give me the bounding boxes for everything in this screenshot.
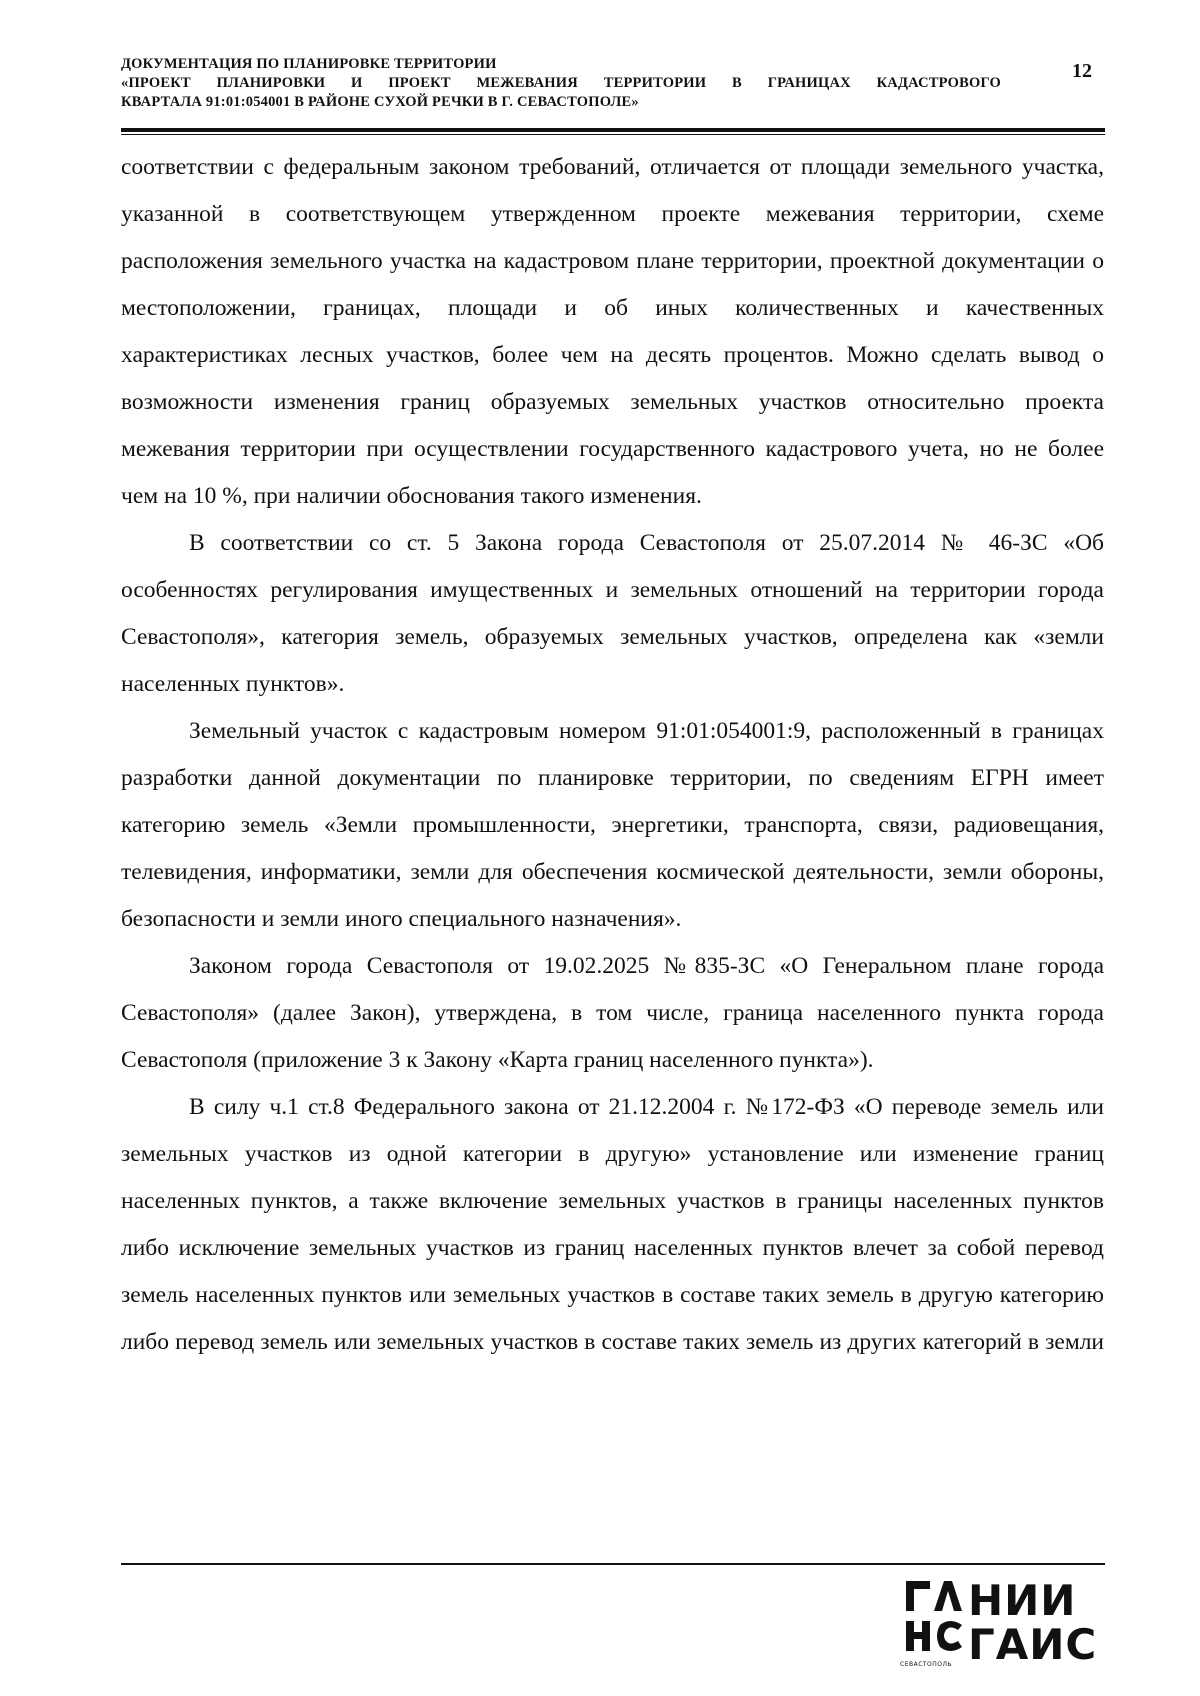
header-divider [121, 128, 1105, 135]
logo-mark-icon [900, 1575, 970, 1665]
paragraph: В силу ч.1 ст.8 Федерального закона от 21.12.2004 г. №172-ФЗ «О переводе земель или земельных участков из одной категории в другую» установление или изменение границ населенных пунктов, а также включение земельных участков в границы населенных пунктов либо исключение земельных участков из границ населенных пунктов влечет за собой перевод земель населенных пунктов или земельных участков в составе таких земель в другую категорию либо перевод земель или земельных участков в составе таких земель из других категорий в земли [121, 1094, 1104, 1355]
header-line-3: КВАРТАЛА 91:01:054001 В РАЙОНЕ СУХОЙ РЕЧКИ В Г. СЕВАСТОПОЛЕ» [121, 94, 639, 110]
footer-divider [121, 1563, 1105, 1565]
document-header [121, 55, 1021, 112]
document-body [121, 144, 1104, 1366]
nii-gais-logo [900, 1575, 1100, 1675]
logo-line-1: НИИ [968, 1576, 1077, 1625]
header-line-2: «ПРОЕКТ ПЛАНИРОВКИ И ПРОЕКТ МЕЖЕВАНИЯ ТЕРРИТОРИИ В ГРАНИЦАХ КАДАСТРОВОГО [121, 75, 1001, 91]
page-number: 12 [1072, 60, 1092, 82]
header-line-1: ДОКУМЕНТАЦИЯ ПО ПЛАНИРОВКЕ ТЕРРИТОРИИ [121, 56, 497, 72]
logo-wordmark [968, 1576, 1098, 1669]
paragraph: В соответствии со ст. 5 Закона города Севастополя от 25.07.2014 № 46-ЗС «Об особенностях регулирования имущественных и земельных отношений на территории города Севастополя», категория земель, образуемых земельных участков, определена как «земли населенных пунктов». [121, 530, 1104, 697]
paragraph: соответствии с федеральным законом требований, отличается от площади земельного участка, указанной в соответствующем утвержденном проекте межевания территории, схеме расположения земельного участка на кадастровом плане территории, проектной документации о местоположении, границах, площади и об иных количественных и качественных характеристиках лесных участков, более чем на десять процентов. Можно сделать вывод о возможности изменения границ образуемых земельных участков относительно проекта межевания территории при осуществлении государственного кадастрового учета, но не более чем на 10 %, при наличии обоснования такого изменения. [121, 154, 1104, 509]
paragraph: Законом города Севастополя от 19.02.2025 №835-ЗС «О Генеральном плане города Севастополя» (далее Закон), утверждена, в том числе, граница населенного пункта города Севастополя (приложение 3 к Закону «Карта границ населенного пункта»). [121, 953, 1104, 1073]
paragraph: Земельный участок с кадастровым номером 91:01:054001:9, расположенный в границах разработки данной документации по планировке территории, по сведениям ЕГРН имеет категорию земель «Земли промышленности, энергетики, транспорта, связи, радиовещания, телевидения, информатики, земли для обеспечения космической деятельности, земли обороны, безопасности и земли иного специального назначения». [121, 718, 1104, 932]
logo-line-2: ГАИС [968, 1620, 1098, 1669]
logo-caption: СЕВАСТОПОЛЬ [900, 1661, 953, 1668]
